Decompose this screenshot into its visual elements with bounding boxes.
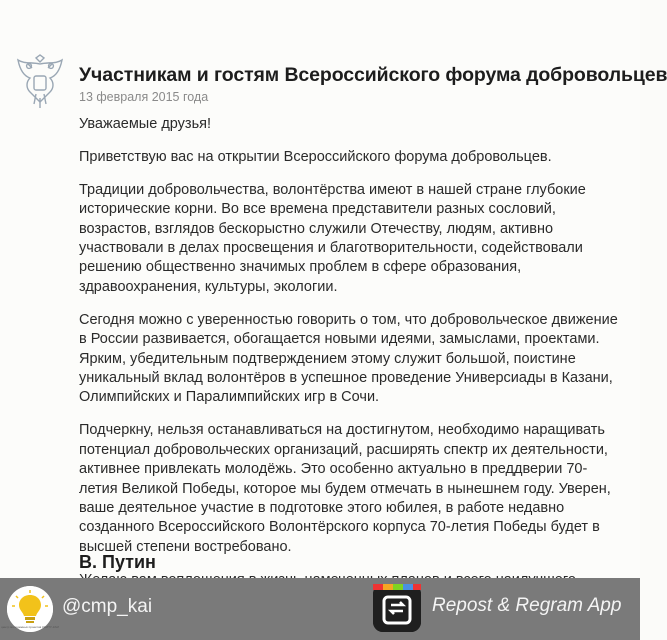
repost-app-icon[interactable] bbox=[373, 584, 421, 632]
post-date: 13 февраля 2015 года bbox=[79, 90, 209, 104]
paragraph: Подчеркну, нельзя останавливаться на достигнутом, необходимо наращивать потенциал добровольческих организаций, расширять спектр их деятельности, активнее привлекать молодёжь. Это особенно актуально в преддверии 70-летия Великой Победы, которое мы будем отмечать в нынешнем году. Уверен, ваше деятельное участие в подготовке этого юбилея, в работе недавно созданного Всероссийского Волонтёрского корпуса 70-летия Победы будет в высшей степени востребовано. bbox=[79, 422, 611, 555]
paragraph: Традиции добровольчества, волонтёрства имеют в нашей стране глубокие исторические корни. Во все времена представители разных сословий, возрастов, взглядов бескорыстно служили Отечеству, людям, активно участвовали в делах просвещения и благотворительности, содействовали решению общественно значимых проблем в сфере образования, здравоохранения, культуры, экологии. bbox=[79, 181, 586, 295]
signature: В. Путин bbox=[79, 552, 156, 572]
greeting: Уважаемые друзья! bbox=[79, 116, 212, 132]
paragraph: Сегодня можно с уверенностью говорить о том, что добровольческое движение в России развивается, обогащается новыми идеями, замыслами, проектами. Ярким, убедительным подтверждением этому служит большой, поистине уникальный вклад волонтёров в успешное проведение Универсиады в Казани, Олимпийских и Паралимпийских игр в Сочи. bbox=[79, 311, 618, 406]
coat-of-arms-icon bbox=[14, 54, 66, 110]
paragraph: Приветствую вас на открытии Всероссийского форума добровольцев. bbox=[79, 148, 552, 165]
post-title: Участникам и гостям Всероссийского форума добровольцев bbox=[79, 64, 667, 86]
username-link[interactable]: @cmp_kai bbox=[62, 596, 153, 617]
repost-logo-icon bbox=[373, 584, 421, 632]
avatar-caption: центр молодежных проектов КНИТУ-КАИ bbox=[1, 625, 59, 629]
avatar[interactable] bbox=[1, 586, 59, 632]
letter-body bbox=[79, 115, 619, 604]
lightbulb-icon bbox=[1, 586, 59, 632]
app-name-label: Repost & Regram App bbox=[432, 595, 622, 616]
